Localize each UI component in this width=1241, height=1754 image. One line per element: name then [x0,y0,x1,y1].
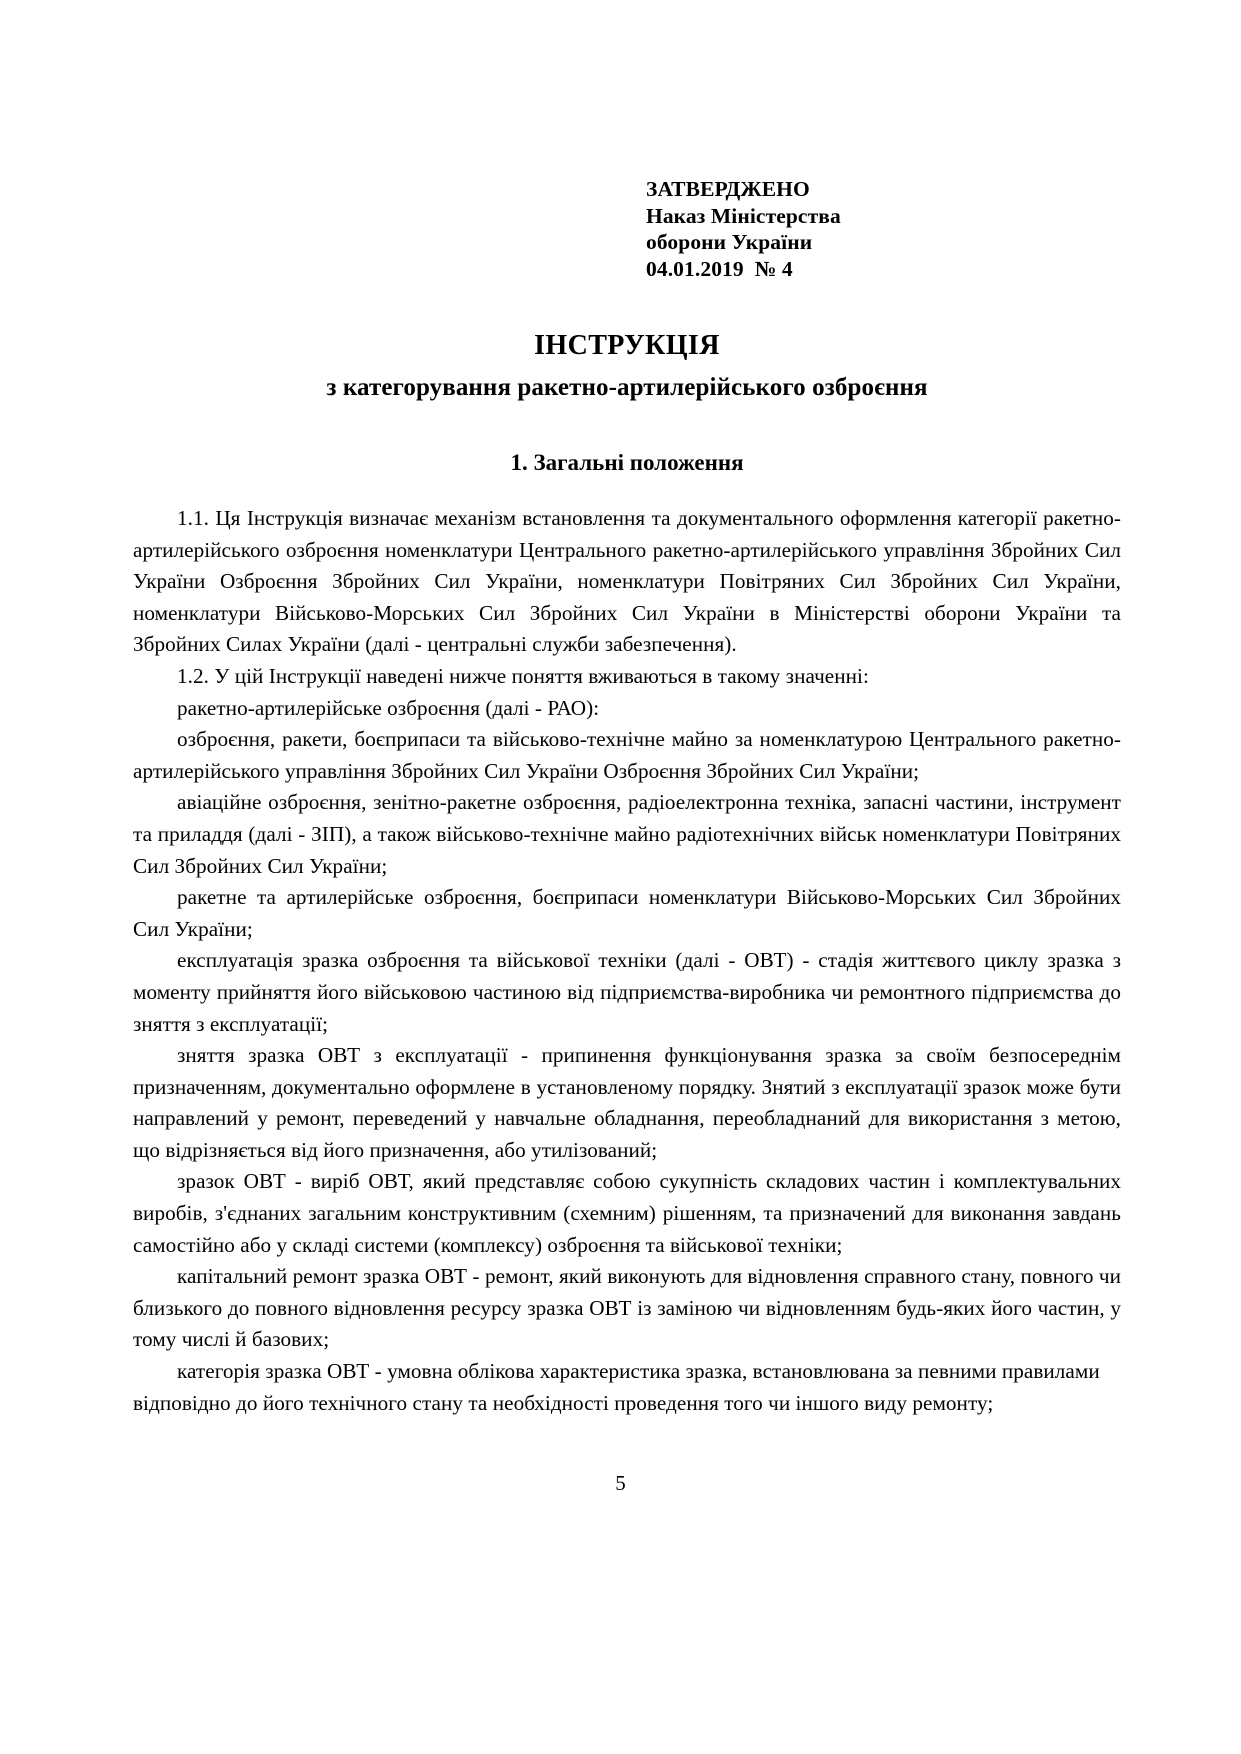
paragraph-1-1: 1.1. Ця Інструкція визначає механізм встановлення та документального оформлення категорії ракетно-артилерійського озброєння номенклатури Центрального ракетно-артилерійського управління Збройних Сил України Озброєння Збройних Сил України, номенклатури Повітряних Сил Збройних Сил України, номенклатури Військово-Морських Сил Збройних Сил України в Міністерстві оборони України та Збройних Силах України (далі - центральні служби забезпечення). [133,506,1121,657]
paragraph-aviation-armament: авіаційне озброєння, зенітно-ракетне озброєння, радіоелектронна техніка, запасні частини, інструмент та приладдя (далі - ЗІП), а також військово-технічне майно радіотехнічних військ номенклатури Повітряних Сил Збройних Сил України; [133,790,1121,878]
paragraph-rao-definition: ракетно-артилерійське озброєння (далі - РАО): [177,695,600,720]
approval-line-4: 04.01.2019 № 4 [646,256,793,281]
approval-line-3: оборони України [646,230,813,254]
paragraph-sample-definition: зразок ОВТ - виріб ОВТ, який представляє собою сукупність складових частин і комплектувальних виробів, з'єднаних загальним конструктивним (схемним) рішенням, та призначений для виконання завдань самостійно або у складі системи (комплексу) озброєння та військової техніки; [133,1169,1121,1257]
body-text [133,503,1121,1419]
page-content [133,0,1121,1419]
document-subtitle: з категорування ракетно-артилерійського озброєння [326,374,928,401]
paragraph-operation-definition: експлуатація зразка озброєння та військової техніки (далі - ОВТ) - стадія життєвого циклу зразка з моменту прийняття його військовою частиною від підприємства-виробника чи ремонтного підприємства до зняття з експлуатації; [133,948,1121,1036]
paragraph-category-definition: категорія зразка ОВТ - умовна облікова характеристика зразка, встановлювана за певними правилами відповідно до його технічного стану та необхідності проведення того чи іншого виду ремонту; [133,1359,1100,1415]
paragraph-decommission-definition: зняття зразка ОВТ з експлуатації - припинення функціонування зразка за своїм безпосереднім призначенням, документально оформлене в установленому порядку. Знятий з експлуатації зразок може бути направлений у ремонт, переведений у навчальне обладнання, переобладнаний для використання з метою, що відрізняється від його призначення, або утилізований; [133,1043,1121,1162]
paragraph-overhaul-definition: капітальний ремонт зразка ОВТ - ремонт, який виконують для відновлення справного стану, повного чи близького до повного відновлення ресурсу зразка ОВТ із заміною чи відновленням будь-яких його частин, у тому числі й базових; [133,1264,1121,1352]
approval-block [646,176,1121,282]
paragraph-naval-armament: ракетне та артилерійське озброєння, боєприпаси номенклатури Військово-Морських Сил Збройних Сил України; [133,885,1121,941]
page-number: 5 [615,1471,626,1495]
approval-line-2: Наказ Міністерства [646,203,841,228]
paragraph-1-2: 1.2. У цій Інструкції наведені нижче поняття вживаються в такому значенні: [177,663,869,688]
section-heading: 1. Загальні положення [510,450,744,475]
approval-line-1: ЗАТВЕРДЖЕНО [646,177,810,201]
paragraph-armament-rockets: озброєння, ракети, боєприпаси та військово-технічне майно за номенклатурою Центрального ракетно-артилерійського управління Збройних Сил України Озброєння Збройних Сил України; [133,727,1121,783]
document-title: ІНСТРУКЦІЯ [534,330,720,361]
